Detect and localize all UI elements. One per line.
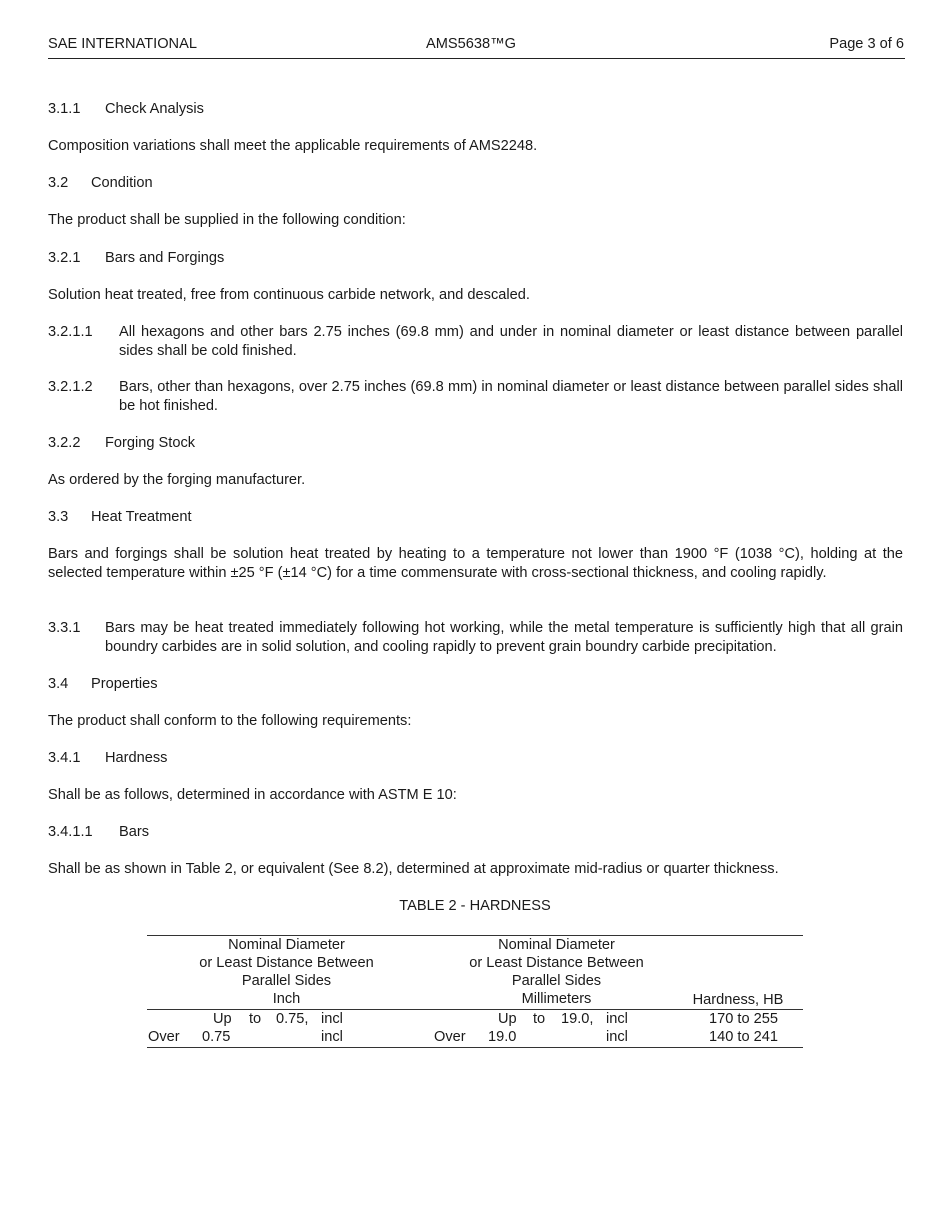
row1-inch-incl: incl <box>321 1011 343 1027</box>
section-number: 3.4 <box>48 676 69 692</box>
clause-text: Bars may be heat treated immediately following hot working, while the metal temperature is sufficiently high that all grain boundry carbides are in solid solution, and cooling rapidly to prevent grain boundry carbide precipitation. <box>105 620 903 655</box>
section-number: 3.4.1.1 <box>48 824 93 840</box>
row1-inch-to: to <box>249 1011 262 1027</box>
clause-3-2-1-1 <box>48 323 903 360</box>
row1-mm-value: 19.0, <box>561 1011 594 1027</box>
paragraph-check-analysis: Composition variations shall meet the applicable requirements of AMS2248. <box>48 138 538 154</box>
row1-inch-value: 0.75, <box>276 1011 309 1027</box>
heading-3-1-1 <box>48 100 204 118</box>
section-number: 3.2.1.1 <box>48 324 93 340</box>
section-number: 3.2 <box>48 175 69 191</box>
header-unit: Millimeters <box>521 991 592 1007</box>
row1-hardness: 170 to 255 <box>709 1011 778 1027</box>
section-number: 3.2.1 <box>48 250 81 266</box>
section-title: Properties <box>91 676 158 692</box>
paragraph-bars: Shall be as shown in Table 2, or equivalent (See 8.2), determined at approximate mid-radius or quarter thickness. <box>48 861 779 877</box>
heading-3-4-1 <box>48 749 167 767</box>
clause-3-3-1 <box>48 619 903 656</box>
paragraph-forging-stock: As ordered by the forging manufacturer. <box>48 472 306 488</box>
row2-inch-value: 0.75 <box>202 1029 231 1045</box>
heading-3-4-1-1 <box>48 823 149 841</box>
section-title: Condition <box>91 175 153 191</box>
header-document-id: AMS5638™G <box>426 36 517 52</box>
paragraph-hardness: Shall be as follows, determined in accordance with ASTM E 10: <box>48 787 457 803</box>
page-header <box>48 36 905 59</box>
header-unit: Inch <box>272 991 301 1007</box>
heading-3-2-2 <box>48 434 195 452</box>
row1-mm-up: Up <box>498 1011 517 1027</box>
paragraph-properties: The product shall conform to the following requirements: <box>48 713 412 729</box>
row2-inch-incl: incl <box>321 1029 343 1045</box>
paragraph-heat-treatment: Bars and forgings shall be solution heat treated by heating to a temperature not lower than 1900 °F (1038 °C), holding at the selected temperature within ±25 °F (±14 °C) for a time commensurate with cross-sectional thickness, and cooling rapidly. <box>48 546 903 581</box>
heading-3-2 <box>48 174 153 192</box>
header-line: Parallel Sides <box>241 973 332 989</box>
section-number: 3.3.1 <box>48 620 81 636</box>
row2-hardness: 140 to 241 <box>709 1029 778 1045</box>
section-number: 3.3 <box>48 509 69 525</box>
heading-3-4 <box>48 675 158 693</box>
row2-mm-value: 19.0 <box>488 1029 517 1045</box>
clause-text: All hexagons and other bars 2.75 inches (69.8 mm) and under in nominal diameter or least distance between parallel sides shall be cold finished. <box>119 324 903 359</box>
row2-mm-over: Over <box>434 1029 466 1045</box>
section-number: 3.2.2 <box>48 435 81 451</box>
row2-mm-incl: incl <box>606 1029 628 1045</box>
heading-3-3 <box>48 508 192 526</box>
hardness-table <box>147 935 803 1048</box>
header-line: Nominal Diameter <box>228 937 345 953</box>
column-header-inch <box>174 936 399 1008</box>
header-page-number: Page 3 of 6 <box>829 36 904 52</box>
table-caption: TABLE 2 - HARDNESS <box>399 898 551 914</box>
paragraph-bars-and-forgings: Solution heat treated, free from continuous carbide network, and descaled. <box>48 287 530 303</box>
column-header-millimeters <box>444 936 669 1008</box>
header-line: Parallel Sides <box>511 973 602 989</box>
section-title: Bars and Forgings <box>105 250 225 266</box>
header-line: or Least Distance Between <box>199 955 374 971</box>
row1-inch-up: Up <box>213 1011 232 1027</box>
section-title: Bars <box>119 824 150 840</box>
row2-inch-over: Over <box>148 1029 180 1045</box>
column-header-hardness: Hardness, HB <box>692 992 784 1008</box>
section-number: 3.4.1 <box>48 750 81 766</box>
header-line: or Least Distance Between <box>469 955 644 971</box>
section-title: Hardness <box>105 750 168 766</box>
paragraph-condition: The product shall be supplied in the following condition: <box>48 212 406 228</box>
heading-3-2-1 <box>48 249 224 267</box>
section-number: 3.1.1 <box>48 101 81 117</box>
row1-mm-incl: incl <box>606 1011 628 1027</box>
section-number: 3.2.1.2 <box>48 379 93 395</box>
section-title: Check Analysis <box>105 101 204 117</box>
clause-text: Bars, other than hexagons, over 2.75 inches (69.8 mm) in nominal diameter or least distance between parallel sides shall be hot finished. <box>119 379 903 414</box>
section-title: Forging Stock <box>105 435 196 451</box>
row1-mm-to: to <box>533 1011 546 1027</box>
section-title: Heat Treatment <box>91 509 192 525</box>
header-line: Nominal Diameter <box>498 937 615 953</box>
clause-3-2-1-2 <box>48 378 903 415</box>
header-rule <box>147 1009 803 1010</box>
header-organization: SAE INTERNATIONAL <box>48 36 197 52</box>
